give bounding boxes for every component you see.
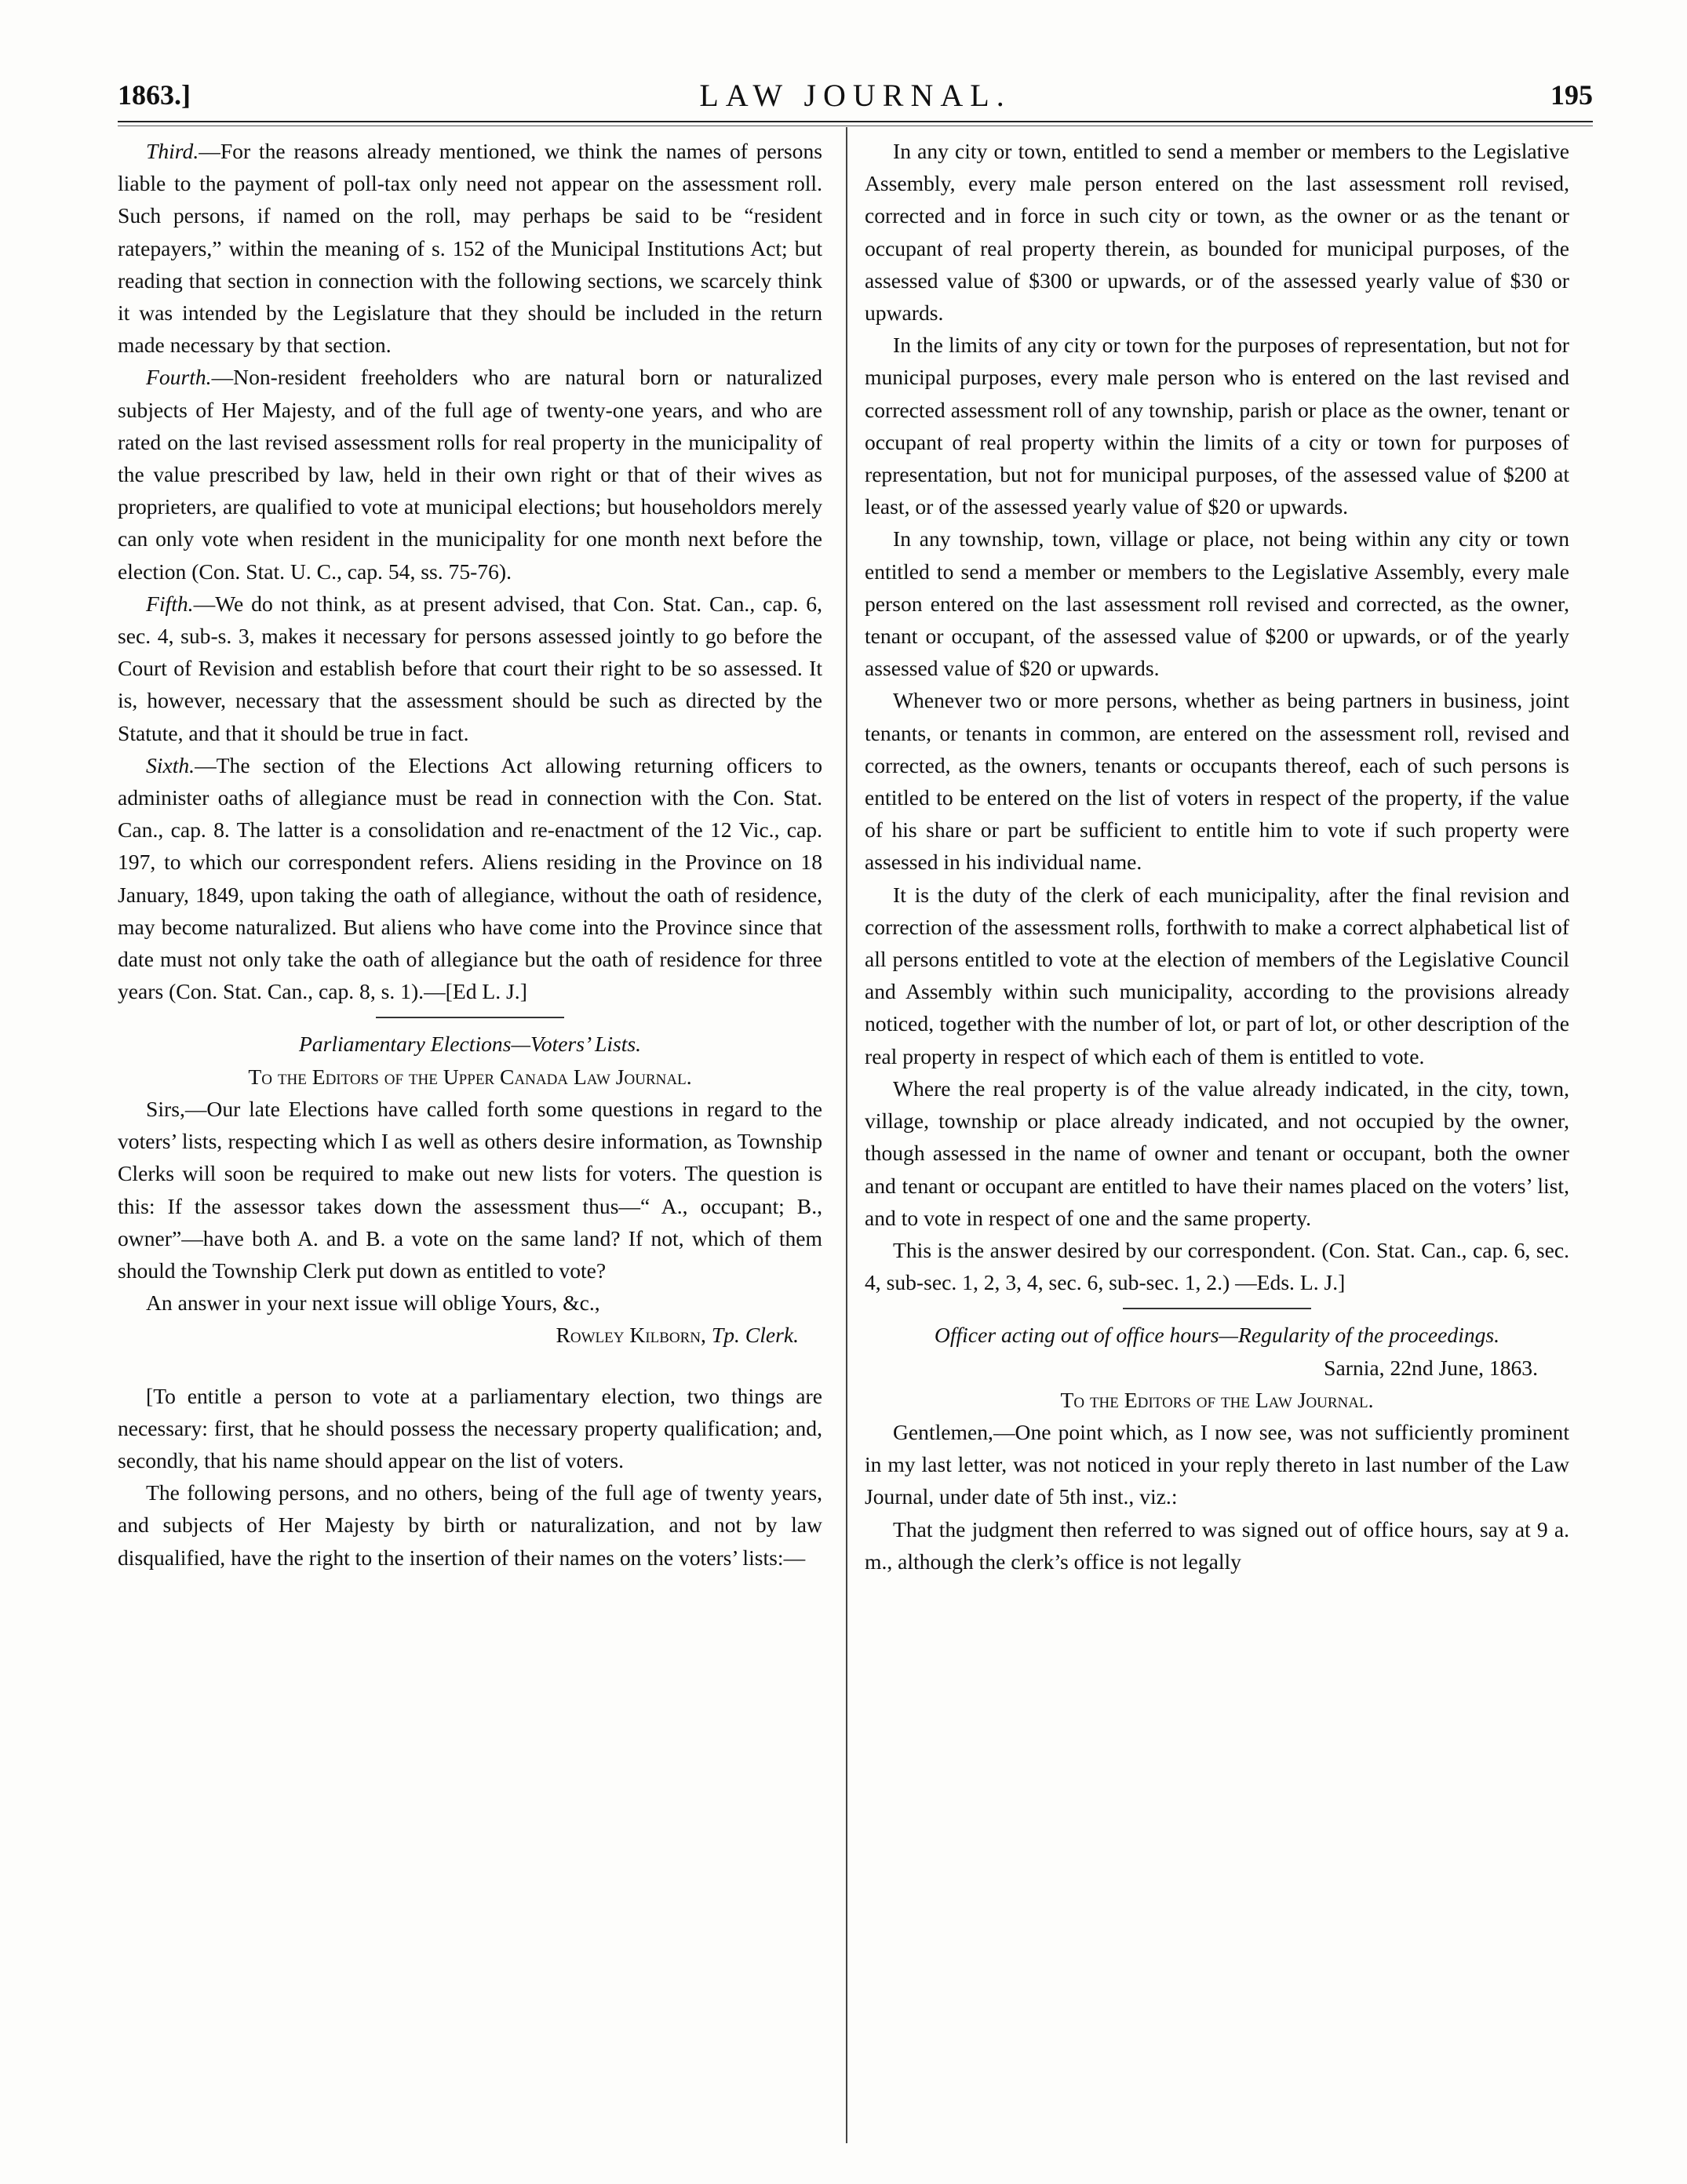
paragraph-city-town: In any city or town, entitled to send a member or members to the Legislative Assembly, every male person entered on the last assessment roll revised, corrected and in force in such city or town, as the owner or as the tenant or occupant of real property therein, as bounded for municipal purposes, of the assessed value of $300 or upwards, or of the assessed yearly value of $30 or upwards. [865, 139, 1569, 326]
paragraph-township: In any township, town, village or place, not being within any city or town entitled to send a member or members to the Legislative Assembly, every male person entered on the last assessment roll revised and corrected, as the owner, tenant or occupant, of the assessed value of $200 or upwards, or of the yearly assessed value of $20 or upwards. [865, 526, 1569, 681]
text-fifth: We do not think, as at present advised, that Con. Stat. Can., cap. 6, sec. 4, sub-s. 3, makes it necessary for persons assessed jointly to go before the Court of Revision and establish before that court their right to be so assessed. It is, however, necessary that the assessment should be such as directed by the Statute, and that it should be true in fact. [118, 591, 822, 745]
letter-body: Sirs,—Our late Elections have called forth some questions in regard to the voters’ lists, respecting which I as well as others desire information, as Township Clerks will soon be required to make out new lists for voters. The question is this: If the assessor takes down the assessment thus—“ A., occupant; B., owner”—have both A. and B. a vote on the same land? If not, which of them should the Township Clerk put down as entitled to vote? [118, 1096, 822, 1283]
reply-paragraph-1: [To entitle a person to vote at a parliamentary election, two things are necessary: first, that he should possess the necessary property qualification; and, secondly, that his name should appear on the list of voters. [118, 1383, 822, 1472]
addressee-line-right: To the Editors of the Law Journal. [1060, 1387, 1374, 1412]
paragraph-clerk-duty: It is the duty of the clerk of each municipality, after the final revision and correction of the assessment rolls, forthwith to make a correct alphabetical list of all persons entitled to vote at the election of members of the Legislative Council and Assembly within such municipality, according to the provisions already noticed, together with the number of lot, or part of lot, or other description of the real property in respect of which each of them is entitled to vote. [865, 882, 1569, 1068]
article-title-voters-lists: Parliamentary Elections—Voters’ Lists. [298, 1032, 642, 1057]
letter-signature [118, 1319, 822, 1351]
paragraph-sixth: Sixth.—The section of the Elections Act allowing returning officers to administer oaths of allegiance must be read in connection with the Con. Stat. Can., cap. 8. The latter is a consolidation and re-enactment of the 12 Vic., cap. 197, to which our correspondent refers. Aliens residing in the Province on 18 January, 1849, upon taking the oath of allegiance, without the oath of residence, may become naturalized. But aliens who have come into the Province since that date must not only take the oath of allegiance but the oath of residence for three years (Con. Stat. Can., cap. 8, s. 1).—[Ed L. J.] [118, 752, 822, 1004]
header-year: 1863.] [118, 79, 191, 111]
paragraph-answer: This is the answer desired by our correspondent. (Con. Stat. Can., cap. 6, sec. 4, sub-sec. 1, 2, 3, 4, sec. 6, sub-sec. 1, 2.) —Eds. L. J.] [865, 1237, 1569, 1295]
paragraph-owner-tenant: Where the real property is of the value already indicated, in the city, town, village, township or place already indicated, and not occupied by the owner, though assessed in the name of owner and tenant or occupant, both the owner and tenant or occupant are entitled to have their names placed on the voters’ list, and to vote in respect of one and the same property. [865, 1076, 1569, 1230]
label-sixth: Sixth. [146, 752, 195, 777]
text-fourth: Non-resident freeholders who are natural born or naturalized subjects of Her Majesty, and of the full age of twenty-one years, and who are rated on the last revised assessment rolls for real property in the municipality of the value prescribed by law, held in their own right or that of their wives as proprieters, are qualified to vote at municipal elections; but householdors merely can only vote when resident in the municipality for one month next before the election (Con. Stat. U. C., cap. 54, ss. 75-76). [118, 365, 822, 584]
label-third: Third. [146, 139, 199, 163]
paragraph-third: Third.—For the reasons already mentioned, we think the names of persons liable to the payment of poll-tax only need not appear on the assessment roll. Such persons, if named on the roll, may perhaps be said to be “resident ratepayers,” within the meaning of s. 152 of the Municipal Institutions Act; but reading that section in connection with the following sections, we scarcely think it was intended by the Legislature that they should be included in the return made necessary by that section. [118, 139, 822, 358]
right-column [865, 135, 1569, 1578]
addressee-line: To the Editors of the Upper Canada Law Journal. [248, 1064, 692, 1089]
letter-closing: An answer in your next issue will oblige Yours, &c., [146, 1290, 600, 1316]
letter-body-right: Gentlemen,—One point which, as I now see, was not sufficiently prominent in my last letter, was not noticed in your reply thereto in last number of the Law Journal, under date of 5th inst., viz.: [865, 1419, 1569, 1509]
section-rule [376, 1017, 564, 1018]
letter-continuation: That the judgment then referred to was signed out of office hours, say at 9 a. m., although the clerk’s office is not legally [865, 1516, 1569, 1574]
label-fifth: Fifth. [146, 591, 194, 616]
left-column [118, 135, 822, 1574]
section-rule-right [1123, 1308, 1311, 1309]
article-title-office-hours: Officer acting out of office hours—Regularity of the proceedings. [934, 1323, 1500, 1348]
signature-name: Rowley Kilborn, [556, 1323, 706, 1348]
label-fourth: Fourth. [146, 365, 212, 390]
journal-page [118, 75, 1593, 2146]
text-third: For the reasons already mentioned, we think the names of persons liable to the payment of poll-tax only need not appear on the assessment roll. Such persons, if named on the roll, may perhaps be said to be “resident ratepayers,” within the meaning of s. 152 of the Municipal Institutions Act; but reading that section in connection with the following sections, we scarcely think it was intended by the Legislature that they should be included in the return made necessary by that section. [118, 139, 822, 358]
paragraph-joint: Whenever two or more persons, whether as being partners in business, joint tenants, or tenants in common, are entered on the assessment roll, revised and corrected, as the owners, tenants or occupants thereof, each of such persons is entitled to be entered on the list of voters in respect of the property, if the value of his share or part be sufficient to entitle him to vote if such property were assessed in his individual name. [865, 688, 1569, 875]
running-header [118, 75, 1593, 122]
header-title: LAW JOURNAL. [699, 78, 1011, 113]
header-page-number: 195 [1550, 79, 1593, 111]
reply-paragraph-2: The following persons, and no others, being of the full age of twenty years, and subjects of Her Majesty by birth or naturalization, and not by law disqualified, have the right to the insertion of their names on the voters’ lists:— [118, 1480, 822, 1570]
column-divider [846, 127, 847, 2143]
signature-title: Tp. Clerk. [711, 1323, 799, 1348]
paragraph-fifth: Fifth.—We do not think, as at present advised, that Con. Stat. Can., cap. 6, sec. 4, sub-s. 3, makes it necessary for persons assessed jointly to go before the Court of Revision and establish before that court their right to be so assessed. It is, however, necessary that the assessment should be such as directed by the Statute, and that it should be true in fact. [118, 591, 822, 745]
header-rule [118, 121, 1593, 122]
dateline: Sarnia, 22nd June, 1863. [1324, 1355, 1538, 1380]
text-sixth: The section of the Elections Act allowing returning officers to administer oaths of allegiance must be read in connection with the Con. Stat. Can., cap. 8. The latter is a consolidation and re-enactment of the 12 Vic., cap. 197, to which our correspondent refers. Aliens residing in the Province on 18 January, 1849, upon taking the oath of allegiance, without the oath of residence, may become naturalized. But aliens who have come into the Province since that date must not only take the oath of allegiance but the oath of residence for three years (Con. Stat. Can., cap. 8, s. 1).—[Ed L. J.] [118, 752, 822, 1004]
paragraph-fourth: Fourth.—Non-resident freeholders who are natural born or naturalized subjects of Her Majesty, and of the full age of twenty-one years, and who are rated on the last revised assessment rolls for real property in the municipality of the value prescribed by law, held in their own right or that of their wives as proprieters, are qualified to vote at municipal elections; but householdors merely can only vote when resident in the municipality for one month next before the election (Con. Stat. U. C., cap. 54, ss. 75-76). [118, 365, 822, 584]
paragraph-limits: In the limits of any city or town for the purposes of representation, but not for municipal purposes, every male person who is entered on the last revised and corrected assessment roll of any township, parish or place as the owner, tenant or occupant of real property within the limits of a city or town for purposes of representation, but not for municipal purposes, of the assessed value of $200 at least, or of the assessed yearly value of $20 or upwards. [865, 333, 1569, 519]
